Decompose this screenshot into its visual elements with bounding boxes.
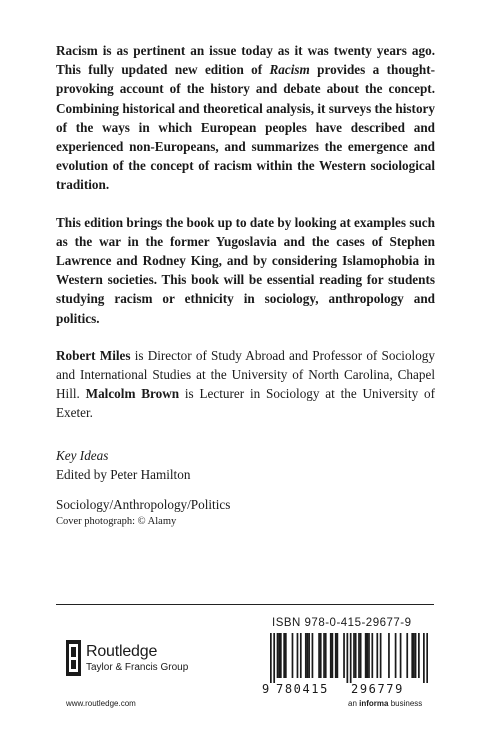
barcode-bar [312,633,314,678]
tagline-suffix: business [388,699,423,708]
series-editor: Edited by Peter Hamilton [56,466,191,482]
barcode-bar [366,633,368,678]
barcode-bar [365,633,367,678]
barcode-bar [273,633,275,683]
barcode-bar [318,633,320,678]
author-name: Robert Miles [56,347,131,363]
barcode-bar [395,633,397,678]
description-paragraph-2: This edition brings the book up to date by looking at examples such as the war in the former Yugoslavia and the cases of Stephen Lawrence and Rodney King, and by considering Islamophobia in Western societies. This book will be essential reading for students studying racism or ethnicity in sociology, anthropology and politics. [56,214,435,326]
barcode-bar [270,633,272,683]
barcode-bar [278,633,280,678]
barcode-bar [280,633,282,678]
barcode-bar [332,633,334,678]
barcode-bar [277,633,279,678]
author-bios [56,346,435,423]
barcode-bar [413,633,415,678]
routledge-logo [66,640,189,680]
routledge-mark-icon [66,640,82,676]
barcode-bar [335,633,337,678]
publisher-group: Taylor & Francis Group [86,662,189,673]
barcode-bar [297,633,299,678]
barcode-digits-right: 296779 [351,682,404,696]
barcode-bar [400,633,402,678]
subject-category: Sociology/Anthropology/Politics [56,496,231,512]
barcode-bar [358,633,360,678]
informa-tagline [348,699,422,708]
barcode-bar [325,633,327,678]
barcode-bar [343,633,345,678]
barcode-bar [305,633,307,678]
barcode-bar [350,633,352,683]
author-bio: is Director of Study Abroad and Professor of Sociology and International Studies at the University of North Carolina, Chapel Hill. [56,347,435,402]
author-name: Malcolm Brown [85,386,180,402]
publisher-name: Routledge [86,643,158,660]
barcode-bar [360,633,362,678]
tagline-prefix: an [348,699,360,708]
barcode-bar [415,633,417,678]
author-bio: is Lecturer in Sociology at the University of Exeter. [56,386,435,421]
barcode-bar [320,633,322,678]
barcode-bar [376,633,378,678]
barcode-bar [380,633,382,678]
description-text: Racism is as pertinent an issue today as it was twenty years ago. This fully updated new edition of [56,43,435,78]
tagline-brand: informa [359,699,389,708]
barcode-digits [262,682,430,696]
barcode-bar [330,633,332,678]
barcode-bar [307,633,309,678]
barcode-bar [308,633,310,678]
barcode-bar [337,633,339,678]
barcode-bar [426,633,428,683]
barcode-bar [347,633,349,683]
series-name: Key Ideas [56,447,109,463]
barcode-bar [371,633,373,678]
series-info [56,446,435,484]
barcode-bar [368,633,370,678]
barcode-bar [406,633,408,678]
photo-credit: Cover photograph: © Alamy [56,515,177,527]
divider-rule [56,604,434,605]
barcode-bar [355,633,357,678]
publisher-website: www.routledge.com [66,699,136,708]
barcode-bar [292,633,294,678]
description-paragraph-1 [56,41,435,195]
barcode-bar [388,633,390,678]
barcode-bar [411,633,413,678]
barcode-bar [418,633,420,678]
barcode-bar [285,633,287,678]
barcode-digit-first: 9 [262,682,270,696]
book-title-italic: Racism [269,62,310,78]
barcode-bar [353,633,355,678]
barcode-bar [423,633,425,683]
barcode-bar [300,633,302,678]
isbn-barcode [270,633,428,683]
barcode-bar [283,633,285,678]
description-text: provides a thought-provoking account of the history and debate about the concept. Combining historical and theoretical analysis, it surveys the history of the ways in which European peoples have described and experienced non-Europeans, and summarizes the emergence and evolution of the concept of racism within the Western sociological tradition. [56,62,435,193]
barcode-bar [323,633,325,678]
barcode-digits-left: 780415 [276,682,329,696]
back-cover-text [56,41,435,530]
isbn-label: ISBN 978-0-415-29677-9 [272,617,412,629]
